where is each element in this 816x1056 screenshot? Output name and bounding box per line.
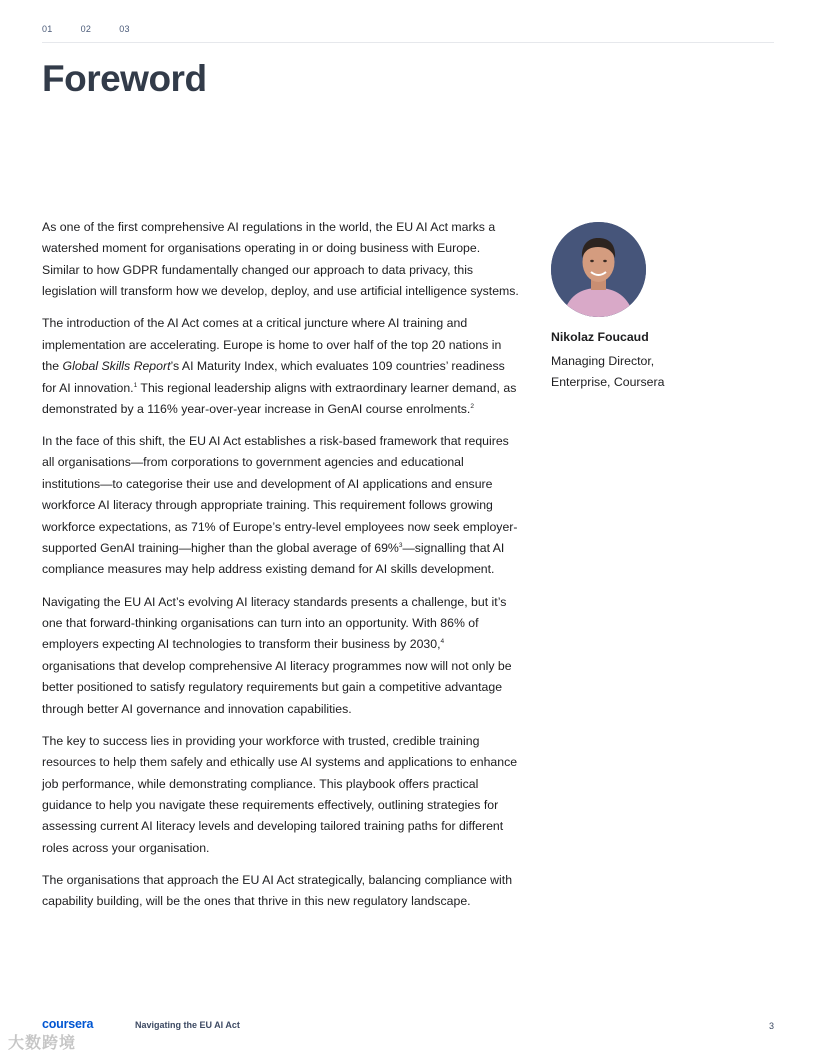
tab-02[interactable]: 02 [80,24,92,34]
author-avatar [551,222,646,317]
header-divider [42,42,774,43]
paragraph-2-text-a: The introduction of the AI Act comes at a critical juncture where AI training and implementation are accelerating. Europe is home to over half of the top 20 nations in the [42,316,502,374]
paragraph-4-text-a: Navigating the EU AI Act’s evolving AI literacy standards presents a challenge, but it’s one that forward-thinking organisations can turn into an opportunity. With 86% of employers expecting AI technologies to transform their business by 2030, [42,594,507,652]
tab-01[interactable]: 01 [42,24,53,34]
paragraph-5: The key to success lies in providing your workforce with trusted, credible training resources to help them safely and ethically use AI systems and applications to enhance job performance, while demonstrating compliance. This playbook offers practical guidance to help you navigate these requirements effectively, outlining strategies for assessing current AI literacy levels and developing tailored training paths for different roles across your organisation. [42,733,518,855]
paragraph-3-text-a: In the face of this shift, the EU AI Act establishes a risk-based framework that requires all organisations—from corporations to government agencies and educational institutions—to categorise their use and development of AI applications and ensure workforce AI literacy through appropriate training. This requirement follows growing workforce expectations, as 71% of Europe’s entry-level employees now seek employer-supported GenAI training—higher than the global average of 69% [42,434,518,556]
paragraph-2-text-b: ’s AI Maturity Index, which evaluates 109 countries’ readiness for AI innovation. [42,359,505,395]
paragraph-4 [42,592,520,720]
paragraph-2 [42,313,520,420]
paragraph-4-text-b: organisations that develop comprehensive AI literacy programmes now will not only be better positioned to satisfy regulatory requirements but gain a competitive advantage through better AI governance and innovation capabilities. [42,658,512,716]
paragraph-3 [42,431,520,581]
page-title: Foreword [42,58,207,99]
footer-document-title: Navigating the EU AI Act [135,1020,240,1030]
paragraph-1: As one of the first comprehensive AI regulations in the world, the EU AI Act marks a watershed moment for organisations operating in or doing business with Europe. Similar to how GDPR fundamentally changed our approach to data privacy, this legislation will transform how we develop, deploy, and use artificial intelligence systems. [42,220,519,299]
footnote-ref-2[interactable]: 2 [470,402,474,410]
footnote-ref-3[interactable]: 3 [398,541,403,549]
watermark: 大数跨境 [8,1035,77,1052]
page-number: 3 [768,1021,774,1031]
footnote-ref-1[interactable]: 1 [133,381,138,389]
foreword-body [42,217,520,923]
section-tabs [42,24,130,34]
author-name: Nikolaz Foucaud [551,330,649,344]
footnote-ref-4[interactable]: 4 [440,638,445,646]
paragraph-6: The organisations that approach the EU AI Act strategically, balancing compliance with capability building, will be the ones that thrive in this new regulatory landscape. [42,872,513,909]
paragraph-3-text-b: —signalling that AI compliance measures may help address existing demand for AI skills development. [42,541,505,577]
person-portrait-icon [551,222,646,317]
paragraph-2-text-c: This regional leadership aligns with extraordinary learner demand, as demonstrated by a 116% year-over-year increase in GenAI course enrolments. [42,380,517,416]
report-title: Global Skills Report [62,359,171,374]
author-role: Managing Director, Enterprise, Coursera [551,354,665,390]
tab-03[interactable]: 03 [119,24,130,34]
coursera-logo[interactable]: coursera [42,1017,94,1031]
